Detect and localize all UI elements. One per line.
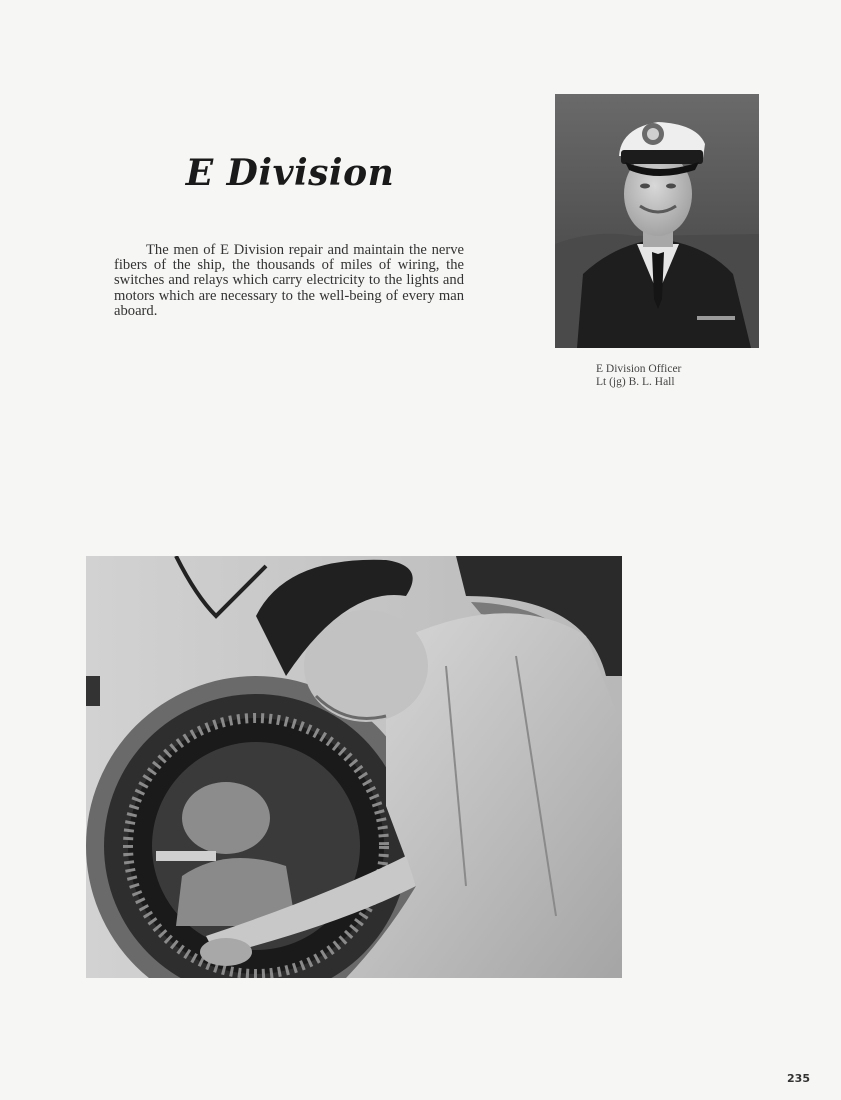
caption-title: E Division Officer (596, 363, 682, 375)
officer-caption (596, 363, 776, 388)
electricians-at-work-photo (86, 556, 622, 978)
page-title: E Division (185, 152, 395, 195)
caption-name: Lt (jg) B. L. Hall (596, 375, 675, 388)
officer-portrait-photo (555, 94, 759, 348)
electricians-illustration (86, 556, 622, 978)
officer-portrait-illustration (555, 94, 759, 348)
intro-paragraph: The men of E Division repair and maintain the nerve fibers of the ship, the thousands of miles of wiring, the switches and relays which carry electricity to the lights and motors which are necessary to the well-being of every man aboard. (114, 241, 464, 320)
page-number: 235 (787, 1072, 810, 1085)
